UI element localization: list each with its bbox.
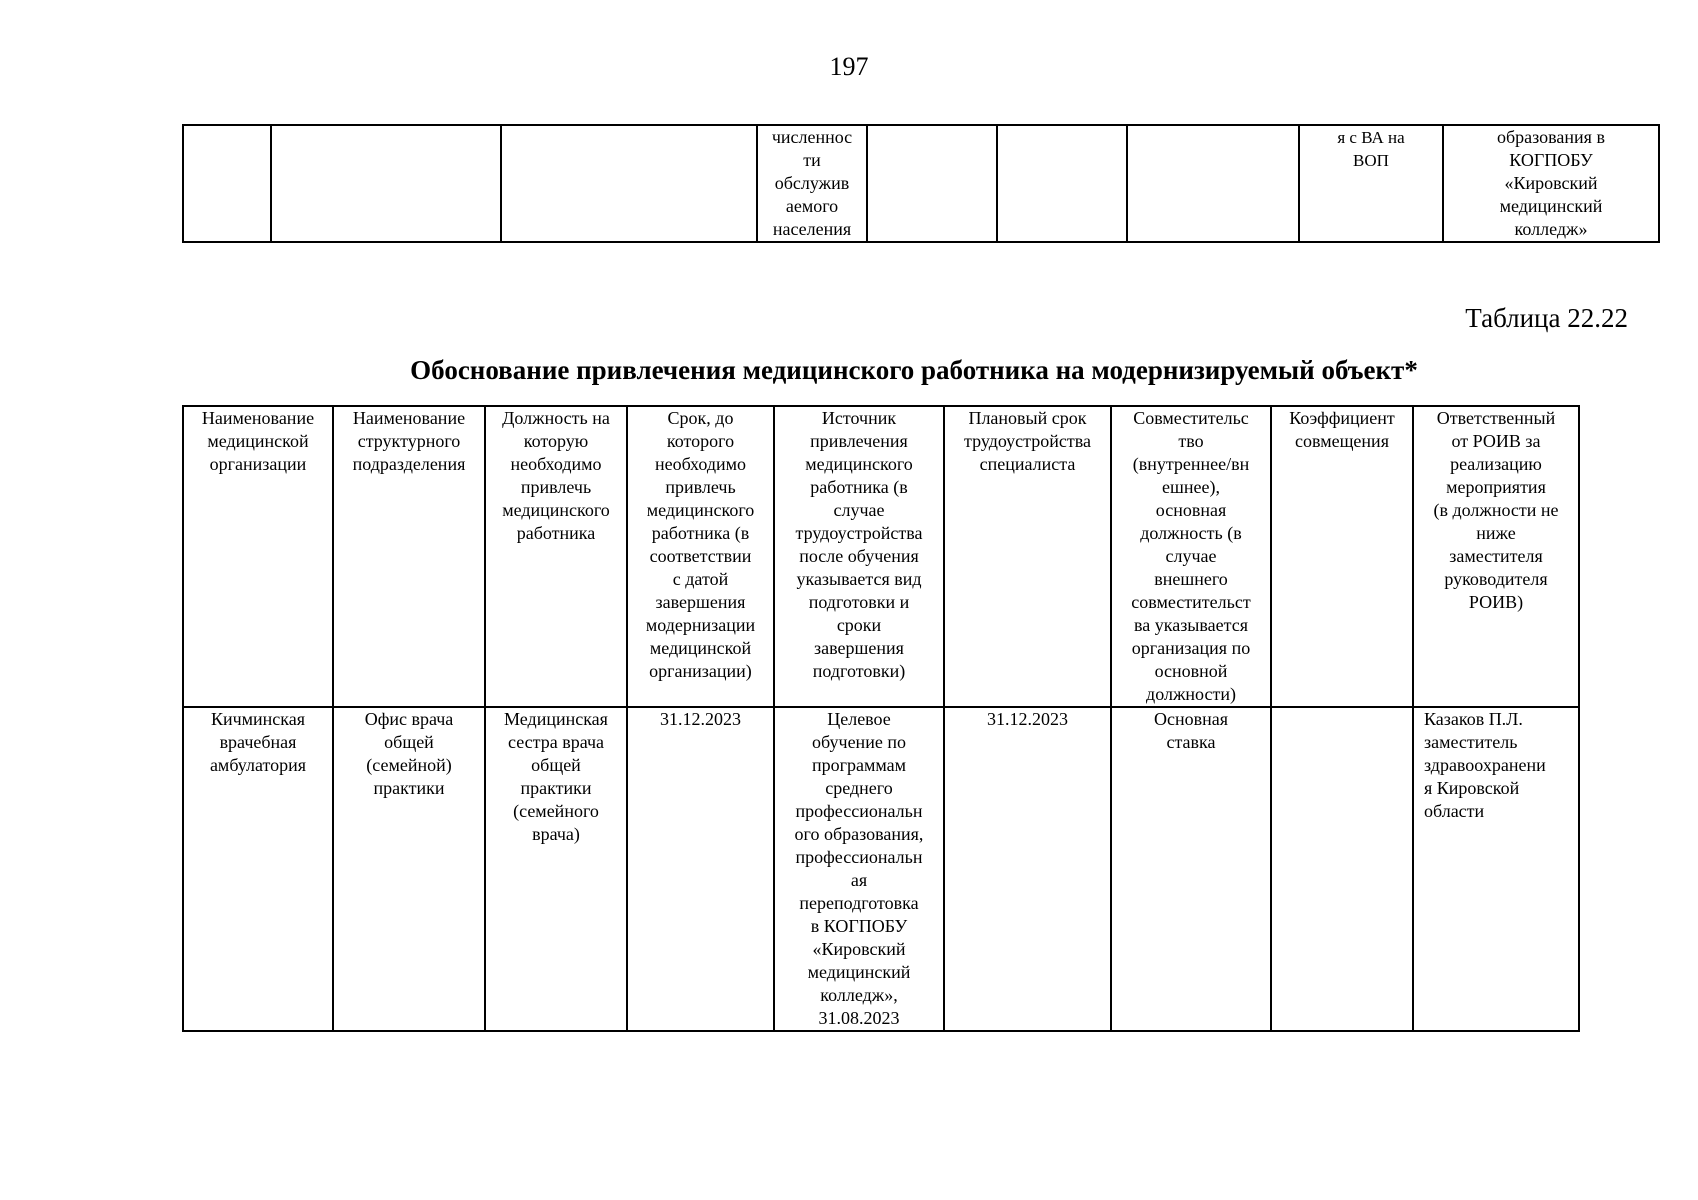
table-cell-coefficient [1271, 707, 1413, 1031]
table-cell-source: Целевое обучение по программам среднего профессиональн ого образования, профессиональн ая переподготовка в КОГПОБУ «Кировский медицинский колледж», 31.08.2023 [774, 707, 944, 1031]
table-cell-position: Медицинская сестра врача общей практики (семейного врача) [485, 707, 627, 1031]
header-cell-responsible: Ответственный от РОИВ за реализацию мероприятия (в должности не ниже заместителя руководителя РОИВ) [1413, 406, 1579, 707]
table-cell-combination: Основная ставка [1111, 707, 1271, 1031]
continued-cell [271, 125, 501, 242]
continued-cell [501, 125, 757, 242]
continued-cell [183, 125, 271, 242]
table-cell-responsible: Казаков П.Л. заместитель здравоохранени я Кировской области [1413, 707, 1579, 1031]
header-cell-deadline: Срок, до которого необходимо привлечь медицинского работника (в соответствии с датой завершения модернизации медицинской организации) [627, 406, 774, 707]
continued-cell: образования в КОГПОБУ «Кировский медицинский колледж» [1443, 125, 1659, 242]
page-number: 197 [829, 52, 869, 81]
table-cell-deadline: 31.12.2023 [627, 707, 774, 1031]
table-cell-planned-date: 31.12.2023 [944, 707, 1111, 1031]
table-cell-organization: Кичминская врачебная амбулатория [183, 707, 333, 1031]
header-cell-source: Источник привлечения медицинского работника (в случае трудоустройства после обучения указывается вид подготовки и сроки завершения подготовки) [774, 406, 944, 707]
header-row [183, 406, 1579, 707]
table-label: Таблица 22.22 [1465, 303, 1628, 333]
continued-cell: я с ВА на ВОП [1299, 125, 1443, 242]
header-cell-position: Должность на которую необходимо привлечь медицинского работника [485, 406, 627, 707]
continued-table-row [183, 125, 1659, 242]
continued-cell [1127, 125, 1299, 242]
table-row [183, 707, 1579, 1031]
header-cell-coefficient: Коэффициент совмещения [1271, 406, 1413, 707]
table-cell-subdivision: Офис врача общей (семейной) практики [333, 707, 485, 1031]
main-table [182, 405, 1580, 1032]
continued-table [182, 124, 1660, 243]
header-cell-subdivision: Наименование структурного подразделения [333, 406, 485, 707]
header-cell-combination: Совместительс тво (внутреннее/вн ешнее), основная должность (в случае внешнего совместительст ва указывается организация по основной должности) [1111, 406, 1271, 707]
header-cell-planned-date: Плановый срок трудоустройства специалиста [944, 406, 1111, 707]
table-title: Обоснование привлечения медицинского работника на модернизируемый объект* [410, 355, 1418, 385]
continued-cell: численнос ти обслужив аемого населения [757, 125, 867, 242]
continued-cell [997, 125, 1127, 242]
continued-cell [867, 125, 997, 242]
header-cell-organization: Наименование медицинской организации [183, 406, 333, 707]
